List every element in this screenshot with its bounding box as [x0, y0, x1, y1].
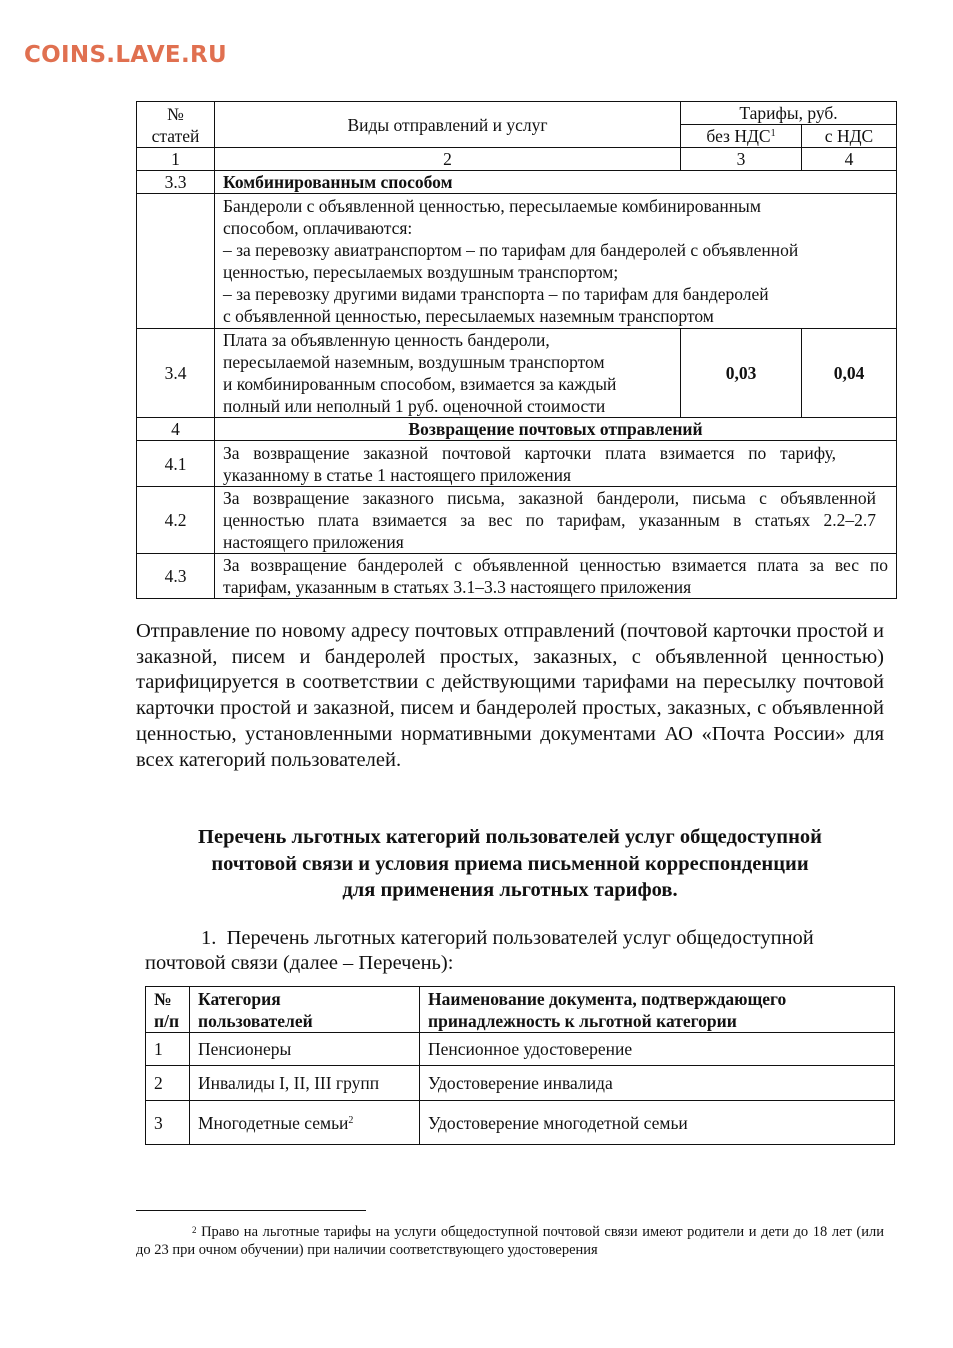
column-number: 4	[802, 148, 897, 171]
header-number	[146, 987, 190, 1033]
document-name: Удостоверение многодетной семьи	[420, 1101, 895, 1145]
tariff-table	[136, 101, 897, 599]
category-name: Пенсионеры	[190, 1033, 420, 1066]
header-document	[420, 987, 895, 1033]
description-line: способом, оплачиваются:	[223, 218, 413, 238]
article-number: 4.2	[137, 487, 215, 554]
header-article-number-line2: статей	[151, 125, 200, 146]
table-row	[137, 418, 897, 441]
tariff-with-vat: 0,04	[802, 329, 897, 418]
description-line: с объявленной ценностью, пересылаемых наземным транспортом	[223, 306, 714, 326]
list-item-text-continued: почтовой связи (далее – Перечень):	[145, 952, 454, 974]
header-service-types: Виды отправлений и услуг	[215, 102, 681, 148]
description-line: Плата за объявленную ценность бандероли,	[223, 330, 550, 350]
header-document-line2: принадлежность к льготной категории	[428, 1011, 737, 1031]
section-heading-line: Перечень льготных категорий пользователей услуг общедоступной	[198, 826, 822, 848]
article-number: 4	[137, 418, 215, 441]
footnote-text: Право на льготные тарифы на услуги общедоступной почтовой связи имеют родители и дети до 18 лет (или до 23 при очном обучении) при наличии соответствующего удостоверения	[136, 1224, 884, 1258]
header-category-line2: пользователей	[198, 1011, 313, 1031]
description-line: полный или неполный 1 руб. оценочной стоимости	[223, 396, 606, 416]
description-line: и комбинированным способом, взимается за каждый	[223, 374, 617, 394]
article-number: 3.4	[137, 329, 215, 418]
description-line: пересылаемой наземным, воздушным транспортом	[223, 352, 605, 372]
description-line: ценностью, пересылаемых воздушным транспортом;	[223, 262, 619, 282]
list-item-text: Перечень льготных категорий пользователей услуг общедоступной	[226, 927, 814, 949]
section-heading	[140, 824, 880, 904]
section-heading-line: для применения льготных тарифов.	[342, 879, 678, 901]
header-document-line1: Наименование документа, подтверждающего	[428, 989, 787, 1009]
service-description: За возвращение бандеролей с объявленной ценностью взимается плата за вес по тарифам, указанным в статьях 3.1–3.3 настоящего приложения	[215, 554, 897, 599]
document-name: Удостоверение инвалида	[420, 1066, 895, 1101]
footnote-marker: 1	[770, 128, 776, 139]
header-article-number-line1: №	[167, 103, 184, 124]
section-title: Возвращение почтовых отправлений	[215, 418, 897, 441]
column-number: 3	[681, 148, 802, 171]
article-number: 3.3	[137, 171, 215, 194]
table-row	[137, 487, 897, 554]
table-row	[146, 1066, 895, 1101]
footnote	[136, 1223, 884, 1259]
footnote-marker: 2	[348, 1114, 354, 1126]
row-number: 1	[146, 1033, 190, 1066]
site-watermark: COINS.LAVE.RU	[24, 42, 227, 68]
header-category-line1: Категория	[198, 989, 281, 1009]
tariff-without-vat: 0,03	[681, 329, 802, 418]
column-number: 2	[215, 148, 681, 171]
description-line: – за перевозку другими видами транспорта – по тарифам для бандеролей	[223, 284, 769, 304]
header-row	[137, 102, 897, 125]
list-item-number: 1.	[201, 927, 217, 949]
row-number: 2	[146, 1066, 190, 1101]
category-name-text: Многодетные семьи	[198, 1112, 349, 1133]
service-description	[215, 329, 681, 418]
readdressing-paragraph: Отправление по новому адресу почтовых отправлений (почтовой карточки простой и заказной, писем и бандеролей простых, заказных, с объявленной ценностью) тарифицируется в соответствии с действующими тарифами на пересылку почтовой карточки простой и заказной, писем и бандеролей простых, заказных, с объявленной ценностью, установленными нормативными документами АО «Почта России» для всех категорий пользователей.	[136, 620, 884, 771]
header-with-vat: с НДС	[802, 125, 897, 148]
header-category	[190, 987, 420, 1033]
document-name: Пенсионное удостоверение	[420, 1033, 895, 1066]
table-row	[137, 171, 897, 194]
header-article-number	[137, 102, 215, 148]
table-row	[137, 329, 897, 418]
section-heading-line: почтовой связи и условия приема письменной корреспонденции	[211, 852, 809, 875]
header-tariffs: Тарифы, руб.	[681, 102, 897, 125]
header-without-vat	[681, 125, 802, 148]
section-title: Комбинированным способом	[215, 171, 897, 194]
category-name: Инвалиды I, II, III групп	[190, 1066, 420, 1101]
header-number-line1: №	[154, 989, 172, 1009]
article-number: 4.1	[137, 441, 215, 487]
footnote-marker: 2	[192, 1225, 197, 1235]
row-number: 3	[146, 1101, 190, 1145]
table-row	[146, 1033, 895, 1066]
table-row	[137, 441, 897, 487]
header-number-line2: п/п	[154, 1011, 180, 1031]
table-row	[137, 554, 897, 599]
header-without-vat-label: без НДС	[706, 126, 771, 146]
category-table	[145, 986, 895, 1145]
footnote-separator	[136, 1210, 366, 1211]
article-number	[137, 194, 215, 329]
service-description: За возвращение заказного письма, заказной бандероли, письма с объявленной ценностью плата взимается за вес по тарифам, указанным в статьях 2.2–2.7 настоящего приложения	[215, 487, 897, 554]
category-name	[190, 1101, 420, 1145]
description-line: Бандероли с объявленной ценностью, пересылаемые комбинированным	[223, 196, 761, 216]
service-description	[215, 194, 897, 329]
column-number-row	[137, 148, 897, 171]
list-item	[145, 926, 885, 976]
table-row	[137, 194, 897, 329]
header-row	[146, 987, 895, 1033]
service-description: За возвращение заказной почтовой карточки плата взимается по тарифу, указанному в статье 1 настоящего приложения	[215, 441, 897, 487]
table-row	[146, 1101, 895, 1145]
article-number: 4.3	[137, 554, 215, 599]
description-line: – за перевозку авиатранспортом – по тарифам для бандеролей с объявленной	[223, 240, 799, 260]
list-item-first-line	[145, 926, 885, 951]
column-number: 1	[137, 148, 215, 171]
